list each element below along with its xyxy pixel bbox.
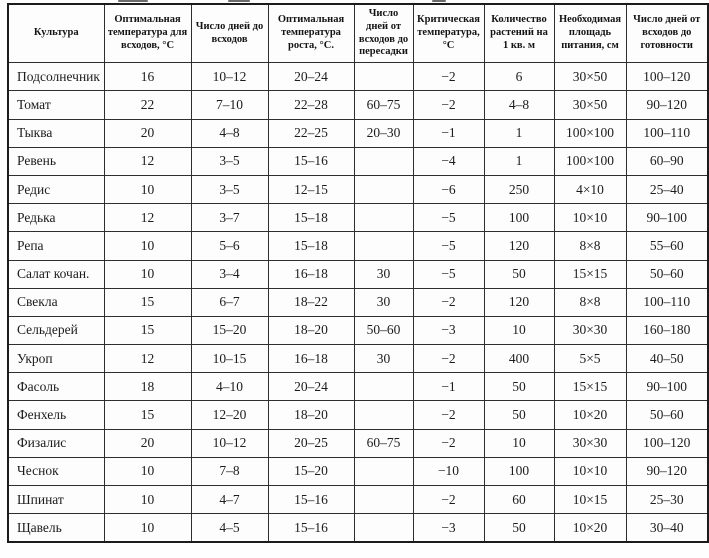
value-cell: 1 bbox=[484, 119, 554, 147]
cropped-title-fragment bbox=[118, 0, 148, 2]
value-cell: 6–7 bbox=[191, 288, 268, 316]
column-header-1: Оптимальная температура для всходов, °С bbox=[104, 4, 191, 63]
table-row bbox=[8, 514, 708, 543]
table-body bbox=[8, 63, 708, 543]
crop-name-cell: Щавель bbox=[8, 514, 104, 543]
value-cell: 3–7 bbox=[191, 204, 268, 232]
value-cell: 30×50 bbox=[554, 63, 626, 91]
value-cell: 10 bbox=[104, 232, 191, 260]
table-row bbox=[8, 175, 708, 203]
value-cell: −3 bbox=[413, 316, 484, 344]
value-cell: 10 bbox=[484, 316, 554, 344]
value-cell bbox=[354, 401, 413, 429]
table-row bbox=[8, 486, 708, 514]
value-cell: −1 bbox=[413, 373, 484, 401]
value-cell: −1 bbox=[413, 119, 484, 147]
value-cell: 12 bbox=[104, 204, 191, 232]
value-cell: 50 bbox=[484, 401, 554, 429]
value-cell: −5 bbox=[413, 260, 484, 288]
value-cell: 10×20 bbox=[554, 401, 626, 429]
value-cell: 12 bbox=[104, 345, 191, 373]
column-header-0: Культура bbox=[8, 4, 104, 63]
value-cell: −4 bbox=[413, 147, 484, 175]
value-cell: 15 bbox=[104, 288, 191, 316]
table-row bbox=[8, 345, 708, 373]
value-cell: −2 bbox=[413, 486, 484, 514]
value-cell bbox=[354, 486, 413, 514]
table-row bbox=[8, 373, 708, 401]
value-cell: −5 bbox=[413, 204, 484, 232]
value-cell: 16–18 bbox=[268, 260, 354, 288]
table-row bbox=[8, 457, 708, 485]
header-row bbox=[8, 4, 708, 63]
column-header-6: Количество растений на 1 кв. м bbox=[484, 4, 554, 63]
table-row bbox=[8, 316, 708, 344]
crop-name-cell: Редис bbox=[8, 175, 104, 203]
value-cell: 4–5 bbox=[191, 514, 268, 543]
value-cell: 22–25 bbox=[268, 119, 354, 147]
value-cell: 15–20 bbox=[191, 316, 268, 344]
value-cell: 10 bbox=[484, 429, 554, 457]
value-cell: 20 bbox=[104, 119, 191, 147]
value-cell: 15–16 bbox=[268, 514, 354, 543]
value-cell: 4×10 bbox=[554, 175, 626, 203]
value-cell: 10 bbox=[104, 260, 191, 288]
value-cell: 60–90 bbox=[626, 147, 708, 175]
value-cell: 30×30 bbox=[554, 429, 626, 457]
value-cell: 25–40 bbox=[626, 175, 708, 203]
value-cell: 250 bbox=[484, 175, 554, 203]
value-cell: 100 bbox=[484, 457, 554, 485]
value-cell: −6 bbox=[413, 175, 484, 203]
value-cell: −5 bbox=[413, 232, 484, 260]
value-cell: 10 bbox=[104, 486, 191, 514]
value-cell: 90–120 bbox=[626, 457, 708, 485]
value-cell: 20 bbox=[104, 429, 191, 457]
crops-table bbox=[7, 3, 709, 543]
value-cell: 15 bbox=[104, 316, 191, 344]
value-cell: 15–18 bbox=[268, 204, 354, 232]
value-cell: 50–60 bbox=[626, 401, 708, 429]
value-cell: 12–15 bbox=[268, 175, 354, 203]
value-cell: 20–30 bbox=[354, 119, 413, 147]
value-cell: −2 bbox=[413, 345, 484, 373]
value-cell: 60 bbox=[484, 486, 554, 514]
crop-name-cell: Фасоль bbox=[8, 373, 104, 401]
crop-name-cell: Шпинат bbox=[8, 486, 104, 514]
value-cell: 5×5 bbox=[554, 345, 626, 373]
value-cell: 12 bbox=[104, 147, 191, 175]
value-cell: 100–110 bbox=[626, 288, 708, 316]
crop-name-cell: Репа bbox=[8, 232, 104, 260]
value-cell: 120 bbox=[484, 232, 554, 260]
crop-name-cell: Укроп bbox=[8, 345, 104, 373]
value-cell: 16 bbox=[104, 63, 191, 91]
value-cell: 30 bbox=[354, 260, 413, 288]
value-cell: 15–16 bbox=[268, 147, 354, 175]
value-cell bbox=[354, 457, 413, 485]
value-cell bbox=[354, 63, 413, 91]
value-cell: 5–6 bbox=[191, 232, 268, 260]
value-cell: 30–40 bbox=[626, 514, 708, 543]
crop-name-cell: Сельдерей bbox=[8, 316, 104, 344]
value-cell: 15×15 bbox=[554, 373, 626, 401]
value-cell: 10 bbox=[104, 457, 191, 485]
value-cell: 18–20 bbox=[268, 316, 354, 344]
crop-name-cell: Свекла bbox=[8, 288, 104, 316]
value-cell: 25–30 bbox=[626, 486, 708, 514]
value-cell: 4–10 bbox=[191, 373, 268, 401]
column-header-5: Критическая температура, °С bbox=[413, 4, 484, 63]
value-cell: 6 bbox=[484, 63, 554, 91]
value-cell: 18–22 bbox=[268, 288, 354, 316]
column-header-7: Необходимая площадь питания, см bbox=[554, 4, 626, 63]
value-cell: 3–5 bbox=[191, 175, 268, 203]
value-cell: 18 bbox=[104, 373, 191, 401]
value-cell: −10 bbox=[413, 457, 484, 485]
value-cell: 60–75 bbox=[354, 91, 413, 119]
crop-name-cell: Салат кочан. bbox=[8, 260, 104, 288]
value-cell: 8×8 bbox=[554, 232, 626, 260]
value-cell: 100–110 bbox=[626, 119, 708, 147]
value-cell bbox=[354, 373, 413, 401]
value-cell: −2 bbox=[413, 91, 484, 119]
value-cell: 7–10 bbox=[191, 91, 268, 119]
value-cell: 10×10 bbox=[554, 204, 626, 232]
value-cell: 4–7 bbox=[191, 486, 268, 514]
value-cell: 50 bbox=[484, 373, 554, 401]
value-cell: 20–24 bbox=[268, 63, 354, 91]
column-header-2: Число дней до всходов bbox=[191, 4, 268, 63]
value-cell: 10 bbox=[104, 175, 191, 203]
value-cell bbox=[354, 232, 413, 260]
table-header bbox=[8, 4, 708, 63]
value-cell bbox=[354, 204, 413, 232]
value-cell: 160–180 bbox=[626, 316, 708, 344]
value-cell: 20–25 bbox=[268, 429, 354, 457]
value-cell: 15–20 bbox=[268, 457, 354, 485]
value-cell: 50–60 bbox=[354, 316, 413, 344]
table-row bbox=[8, 288, 708, 316]
table-row bbox=[8, 401, 708, 429]
crop-name-cell: Томат bbox=[8, 91, 104, 119]
value-cell: 10 bbox=[104, 514, 191, 543]
value-cell: 12–20 bbox=[191, 401, 268, 429]
table-row bbox=[8, 63, 708, 91]
value-cell: 10×10 bbox=[554, 457, 626, 485]
value-cell: 10×20 bbox=[554, 514, 626, 543]
value-cell: 90–100 bbox=[626, 204, 708, 232]
crop-name-cell: Редька bbox=[8, 204, 104, 232]
value-cell: 30×50 bbox=[554, 91, 626, 119]
value-cell: 3–5 bbox=[191, 147, 268, 175]
value-cell: 90–100 bbox=[626, 373, 708, 401]
value-cell: 30 bbox=[354, 345, 413, 373]
value-cell: 7–8 bbox=[191, 457, 268, 485]
value-cell: 90–120 bbox=[626, 91, 708, 119]
value-cell: 3–4 bbox=[191, 260, 268, 288]
value-cell: 100 bbox=[484, 204, 554, 232]
value-cell: 55–60 bbox=[626, 232, 708, 260]
value-cell: 22–28 bbox=[268, 91, 354, 119]
cropped-title-fragment bbox=[432, 0, 446, 2]
value-cell: 50 bbox=[484, 514, 554, 543]
value-cell: 4–8 bbox=[191, 119, 268, 147]
value-cell: 50–60 bbox=[626, 260, 708, 288]
value-cell: 15–18 bbox=[268, 232, 354, 260]
value-cell: 100×100 bbox=[554, 147, 626, 175]
value-cell: −2 bbox=[413, 63, 484, 91]
value-cell: 22 bbox=[104, 91, 191, 119]
value-cell: 16–18 bbox=[268, 345, 354, 373]
value-cell: −2 bbox=[413, 401, 484, 429]
crop-name-cell: Физалис bbox=[8, 429, 104, 457]
crop-name-cell: Фенхель bbox=[8, 401, 104, 429]
value-cell: 10–12 bbox=[191, 429, 268, 457]
value-cell: 100–120 bbox=[626, 429, 708, 457]
value-cell: 1 bbox=[484, 147, 554, 175]
value-cell: 100×100 bbox=[554, 119, 626, 147]
value-cell bbox=[354, 147, 413, 175]
column-header-4: Число дней от всходов до пересадки bbox=[354, 4, 413, 63]
column-header-8: Число дней от всходов до готовности bbox=[626, 4, 708, 63]
value-cell: 50 bbox=[484, 260, 554, 288]
value-cell: 120 bbox=[484, 288, 554, 316]
value-cell: 15 bbox=[104, 401, 191, 429]
value-cell: 100–120 bbox=[626, 63, 708, 91]
crop-name-cell: Ревень bbox=[8, 147, 104, 175]
cropped-title-fragment bbox=[228, 0, 250, 2]
value-cell: 10–15 bbox=[191, 345, 268, 373]
crop-name-cell: Тыква bbox=[8, 119, 104, 147]
value-cell: 20–24 bbox=[268, 373, 354, 401]
value-cell: 10×15 bbox=[554, 486, 626, 514]
value-cell: 4–8 bbox=[484, 91, 554, 119]
value-cell: −2 bbox=[413, 429, 484, 457]
value-cell: 400 bbox=[484, 345, 554, 373]
table-row bbox=[8, 119, 708, 147]
value-cell: 18–20 bbox=[268, 401, 354, 429]
crop-name-cell: Подсолнечник bbox=[8, 63, 104, 91]
value-cell: 30 bbox=[354, 288, 413, 316]
table-row bbox=[8, 204, 708, 232]
value-cell bbox=[354, 514, 413, 543]
value-cell: 8×8 bbox=[554, 288, 626, 316]
value-cell: 15–16 bbox=[268, 486, 354, 514]
crop-name-cell: Чеснок bbox=[8, 457, 104, 485]
value-cell bbox=[354, 175, 413, 203]
value-cell: −2 bbox=[413, 288, 484, 316]
value-cell: 30×30 bbox=[554, 316, 626, 344]
value-cell: 10–12 bbox=[191, 63, 268, 91]
table-row bbox=[8, 429, 708, 457]
value-cell: 60–75 bbox=[354, 429, 413, 457]
table-row bbox=[8, 147, 708, 175]
value-cell: 15×15 bbox=[554, 260, 626, 288]
column-header-3: Оптимальная температура роста, °С. bbox=[268, 4, 354, 63]
table-row bbox=[8, 232, 708, 260]
table-row bbox=[8, 91, 708, 119]
table-row bbox=[8, 260, 708, 288]
value-cell: −3 bbox=[413, 514, 484, 543]
value-cell: 40–50 bbox=[626, 345, 708, 373]
